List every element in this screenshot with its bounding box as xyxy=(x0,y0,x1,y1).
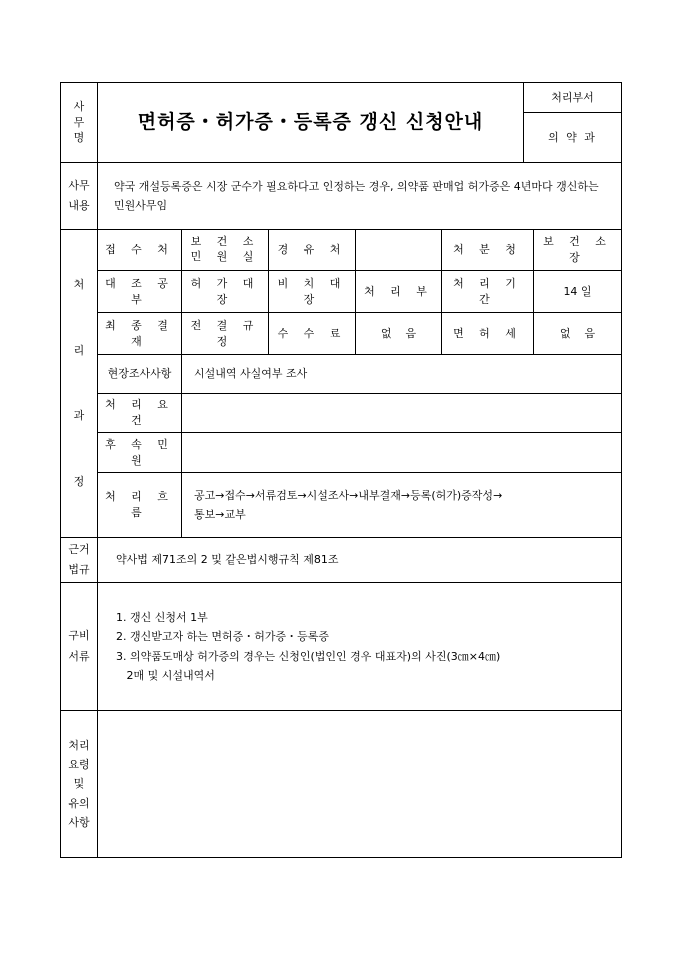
documents-list xyxy=(116,583,611,710)
form-frame xyxy=(60,82,622,858)
field-value xyxy=(194,394,614,432)
list-item: 3. 의약품도매상 허가증의 경우는 신청인(법인인 경우 대표자)의 사진(3㎝×4㎝) 2매 및 시설내역서 xyxy=(116,649,501,682)
process-label xyxy=(61,230,97,537)
grid-cell: 보 건 소 민 원 실 xyxy=(190,235,260,263)
list-item: 2. 갱신받고자 하는 면허증・허가증・등록증 xyxy=(116,630,329,644)
basis-label: 근거 법규 xyxy=(68,543,90,576)
grid-cell: 보 건 소 장 xyxy=(543,235,612,264)
task-name-label xyxy=(61,83,97,162)
grid-cell xyxy=(356,230,441,270)
page-title: 면허증・허가증・등록증 갱신 신청안내 xyxy=(137,110,484,133)
border-right xyxy=(621,82,622,858)
label-char: 처 xyxy=(73,277,85,291)
grid-cell: 경 유 처 xyxy=(277,243,347,257)
content-text: 약국 개설등록증은 시장 군수가 필요하다고 인정하는 경우, 의약품 판매업 허가증은 4년마다 갱신하는 민원사무임 xyxy=(114,179,599,212)
grid-cell: 없 음 xyxy=(380,326,417,340)
grid-cell: 면 허 세 xyxy=(453,326,522,340)
grid-cell: 허 가 대 장 xyxy=(190,276,260,306)
documents-label: 구비 서류 xyxy=(68,628,90,663)
grid-cell: 처 분 청 xyxy=(453,243,522,257)
field-label: 현장조사사항 xyxy=(107,367,172,381)
field-label: 처 리 흐 름 xyxy=(105,490,174,519)
border-bottom xyxy=(60,857,622,858)
grid-cell: 처 리 기 간 xyxy=(453,276,522,306)
field-value: 시설내역 사실여부 조사 xyxy=(194,367,308,381)
basis-text: 약사법 제71조의 2 및 같은법시행규칙 제81조 xyxy=(116,553,339,567)
label-char: 사 xyxy=(73,100,85,114)
label-char: 리 xyxy=(73,343,85,357)
content-label: 사무 내용 xyxy=(68,179,90,212)
grid-cell: 대 조 공 부 xyxy=(105,276,174,306)
notes-text xyxy=(110,711,610,857)
grid-cell: 처 리 부 xyxy=(364,284,433,298)
label-char: 무 xyxy=(73,115,85,129)
label-char: 정 xyxy=(73,475,85,489)
field-label: 처 리 요 건 xyxy=(105,398,174,427)
dept-value: 의 약 과 xyxy=(548,130,597,144)
dept-label: 처리부서 xyxy=(551,90,594,104)
grid-cell: 14 일 xyxy=(563,284,592,298)
grid-cell: 없 음 xyxy=(559,326,596,340)
grid-cell: 비 치 대 장 xyxy=(277,276,347,306)
label-char: 과 xyxy=(73,409,85,423)
list-item: 1. 갱신 신청서 1부 xyxy=(116,611,208,624)
label-char: 명 xyxy=(73,131,85,145)
field-value xyxy=(194,433,614,472)
notes-label: 처리 요령 및 유의 사항 xyxy=(68,738,90,829)
process-flow: 공고→접수→서류검토→시설조사→내부결재→등록(허가)증작성→ 통보→교부 xyxy=(194,488,503,521)
grid-cell: 전 결 규 정 xyxy=(190,318,260,348)
field-label: 후 속 민 원 xyxy=(105,437,174,467)
grid-cell: 최 종 결 재 xyxy=(105,318,174,348)
grid-cell: 접 수 처 xyxy=(105,243,174,257)
grid-cell: 수 수 료 xyxy=(277,326,347,340)
